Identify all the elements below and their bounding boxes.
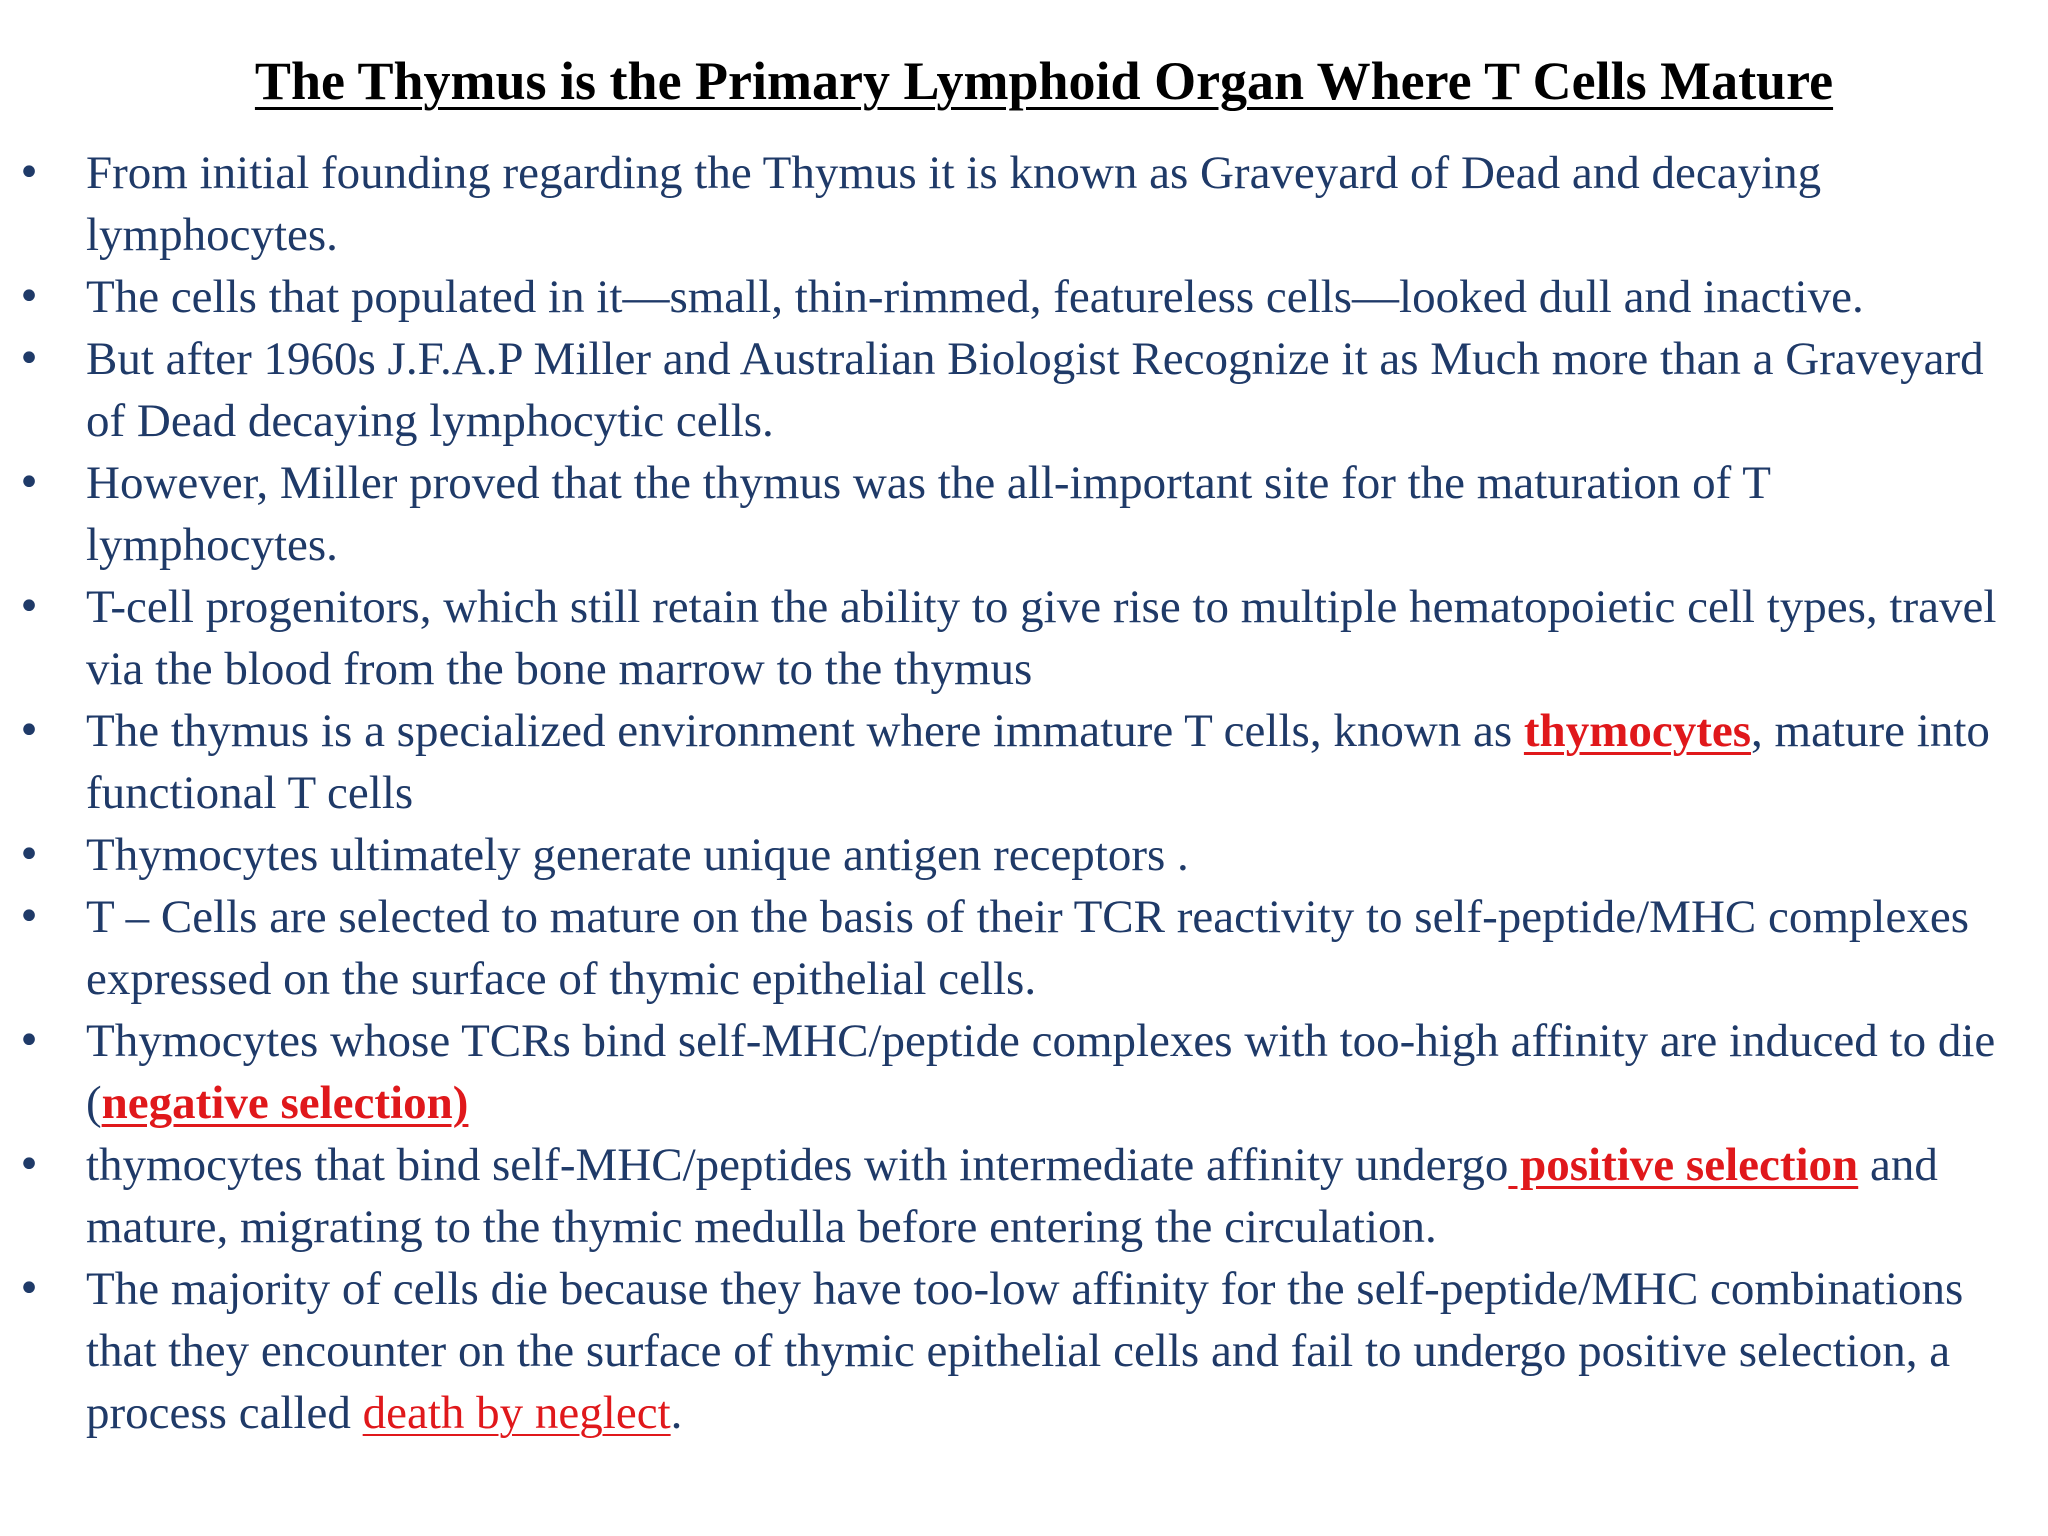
item-text: But after 1960s J.F.A.P Miller and Australian Biologist Recognize it as Much more than a Graveyard of Dead decaying lymphocytic cells. (86, 333, 1984, 447)
item-text: From initial founding regarding the Thymus it is known as Graveyard of Dead and decaying lymphocytes. (86, 147, 1822, 261)
bullet-icon: • (17, 894, 41, 940)
item-text: T – Cells are selected to mature on the basis of their TCR reactivity to self-peptide/MHC complexes expressed on the surface of thymic epithelial cells. (86, 891, 1970, 1005)
bullet-icon: • (17, 460, 41, 506)
highlight-negative-selection: negative selection) (101, 1077, 469, 1129)
list-item (0, 886, 2048, 1010)
list-item (0, 142, 2048, 266)
item-text: . (670, 1387, 683, 1439)
list-item (0, 700, 2048, 824)
bullet-icon: • (17, 708, 41, 754)
list-item (0, 1258, 2048, 1444)
item-text: , mature into functional T cells (86, 705, 1990, 819)
item-text: and mature, migrating to the thymic medulla before entering the circulation. (86, 1139, 1938, 1253)
bullet-icon: • (17, 274, 41, 320)
list-item (0, 824, 2048, 886)
item-text: The cells that populated in it—small, thin-rimmed, featureless cells—looked dull and inactive. (86, 271, 1864, 323)
item-text: Thymocytes whose TCRs bind self-MHC/peptide complexes with too-high affinity are induced to die ( (86, 1015, 1996, 1129)
highlight-thymocytes: thymocytes (1523, 705, 1752, 757)
item-text: The majority of cells die because they have too-low affinity for the self-peptide/MHC combinations that they encounter on the surface of thymic epithelial cells and fail to undergo positive selection, a process called (86, 1263, 1964, 1439)
bullet-list (0, 142, 2048, 1444)
highlight-death-by-neglect: death by neglect (362, 1387, 671, 1439)
item-text: T-cell progenitors, which still retain the ability to give rise to multiple hematopoietic cell types, travel via the blood from the bone marrow to the thymus (86, 581, 1997, 695)
bullet-icon: • (17, 584, 41, 630)
highlight-positive-selection: positive selection (1508, 1139, 1859, 1191)
item-text: However, Miller proved that the thymus was the all-important site for the maturation of T lymphocytes. (86, 457, 1771, 571)
bullet-icon: • (17, 1018, 41, 1064)
slide-title: The Thymus is the Primary Lymphoid Organ Where T Cells Mature (254, 51, 1834, 111)
list-item (0, 266, 2048, 328)
list-item (0, 1134, 2048, 1258)
bullet-icon: • (17, 1266, 41, 1312)
list-item (0, 328, 2048, 452)
list-item (0, 576, 2048, 700)
bullet-icon: • (17, 1142, 41, 1188)
list-item (0, 452, 2048, 576)
item-text: The thymus is a specialized environment where immature T cells, known as (86, 705, 1524, 757)
item-text: thymocytes that bind self-MHC/peptides with intermediate affinity undergo (86, 1139, 1509, 1191)
bullet-icon: • (17, 150, 41, 196)
item-text: Thymocytes ultimately generate unique antigen receptors . (86, 829, 1189, 881)
bullet-icon: • (17, 832, 41, 878)
list-item (0, 1010, 2048, 1134)
bullet-icon: • (17, 336, 41, 382)
